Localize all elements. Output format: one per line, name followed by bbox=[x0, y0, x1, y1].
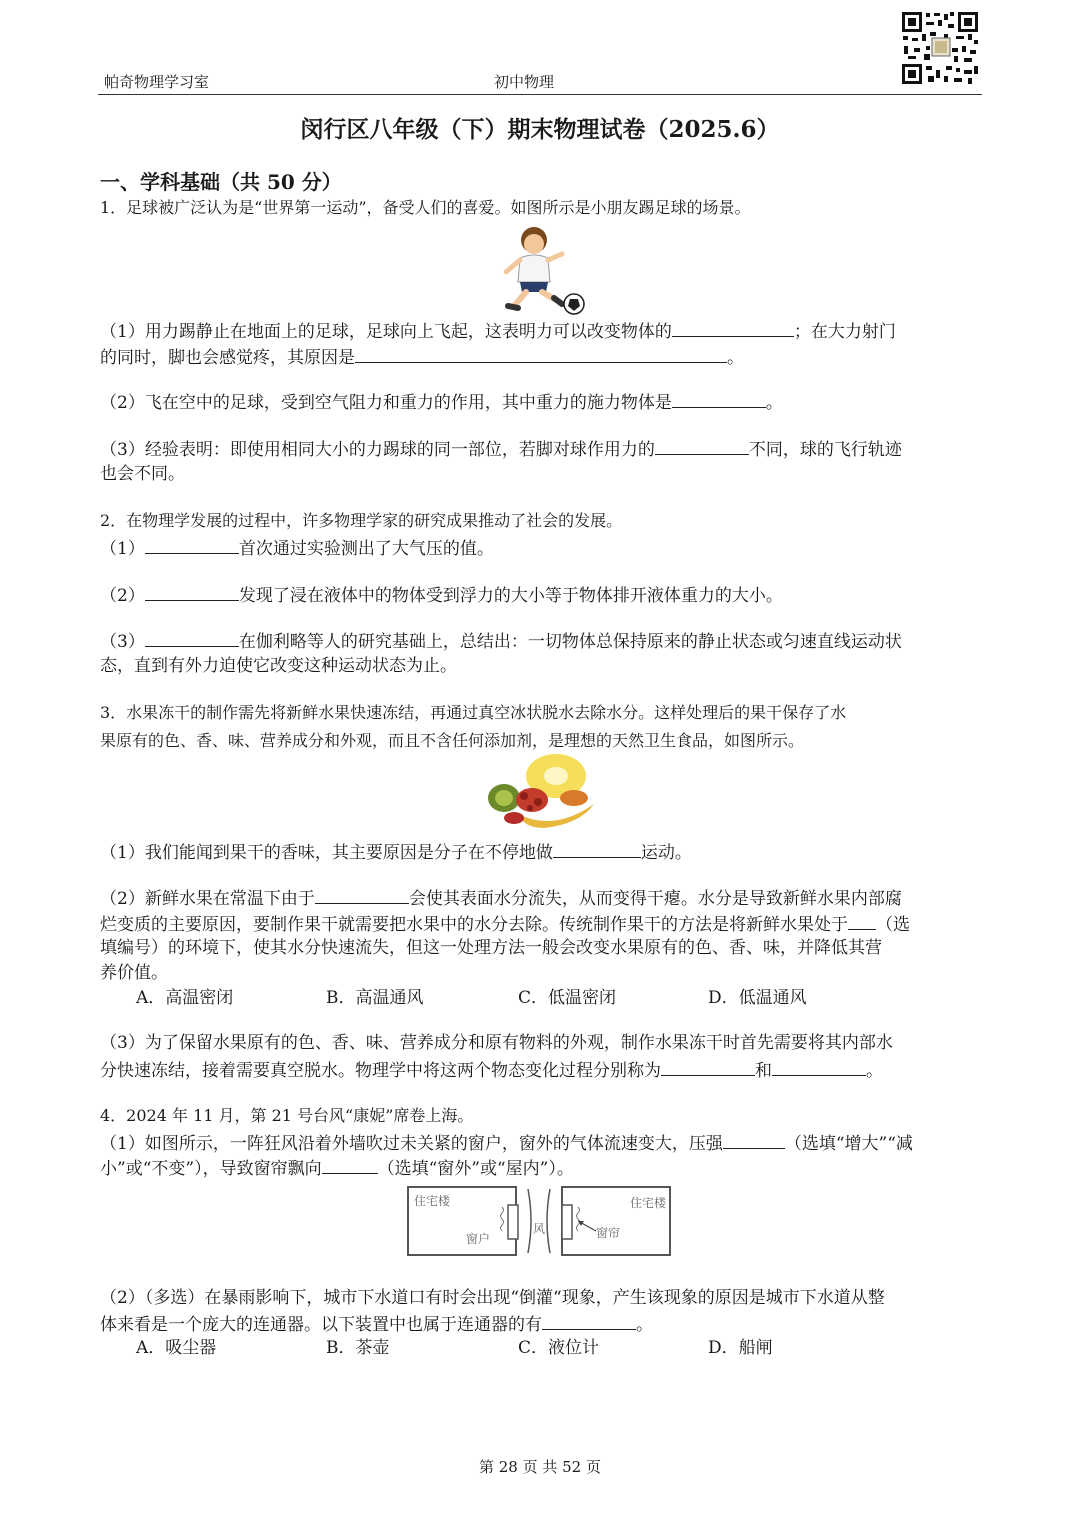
q3-part2-line1 bbox=[100, 885, 982, 911]
header-subject: 初中物理 bbox=[494, 73, 555, 91]
section-heading: 一、学科基础（共 50 分） bbox=[100, 170, 342, 194]
q1-p1-text-b: ；在大力射门 bbox=[793, 322, 896, 342]
q4-part2-line1: （2）（多选）在暴雨影响下，城市下水道口有时会出现“倒灌“现象，产生该现象的原因是城市下水道从整 bbox=[100, 1288, 885, 1308]
answer-blank[interactable] bbox=[672, 389, 766, 408]
answer-blank[interactable] bbox=[655, 436, 749, 455]
answer-blank[interactable] bbox=[145, 535, 239, 554]
q2-p2-text: 发现了浸在液体中的物体受到浮力的大小等于物体排开液体重力的大小。 bbox=[238, 586, 783, 606]
q1-part3-line1 bbox=[100, 436, 982, 462]
q3-p1-text-b: 运动。 bbox=[640, 843, 692, 863]
q3-option-b[interactable]: B．高温通风 bbox=[326, 988, 424, 1008]
q3-p2-text-d: （选 bbox=[876, 915, 910, 935]
q3-part3-line2 bbox=[100, 1057, 982, 1083]
window-wind-diagram bbox=[404, 1183, 676, 1259]
q3-p1-text: （1）我们能闻到果干的香味，其主要原因是分子在不停地做 bbox=[100, 843, 553, 863]
q3-option-c[interactable]: C．低温密闭 bbox=[518, 988, 617, 1008]
q3-stem-line1: 3．水果冻干的制作需先将新鲜水果快速冻结，再通过真空冰状脱水去除水分。这样处理后的果干保存了水 bbox=[100, 703, 847, 722]
diagram-label-curtain: 窗帘 bbox=[596, 1226, 621, 1240]
q1-stem: 1．足球被广泛认为是“世界第一运动”，备受人们的喜爱。如图所示是小朋友踢足球的场景。 bbox=[100, 198, 751, 217]
q2-part3-line1 bbox=[100, 628, 982, 654]
q3-p2-text-c: 烂变质的主要原因，要制作果干就需要把水果中的水分去除。传统制作果干的方法是将新鲜水果处于 bbox=[100, 915, 848, 935]
q2-p2-label: （2） bbox=[100, 586, 145, 606]
q2-part2 bbox=[100, 582, 982, 608]
answer-blank[interactable] bbox=[315, 885, 409, 904]
q3-option-d[interactable]: D．低温通风 bbox=[708, 988, 807, 1008]
q3-part2-line3: 填编号）的环境下，使其水分快速流失，但这一处理方法一般会改变水果原有的色、香、味，并降低其营 bbox=[100, 938, 882, 958]
q2-p1-text: 首次通过实验测出了大气压的值。 bbox=[238, 539, 494, 559]
q1-part2 bbox=[100, 389, 982, 415]
q1-p1-text-c: 的同时，脚也会感觉疼，其原因是 bbox=[100, 348, 355, 368]
q4-p1-text-b: （选填“增大”“减 bbox=[784, 1134, 913, 1154]
soccer-boy-image bbox=[490, 224, 590, 316]
q2-part1 bbox=[100, 535, 982, 561]
q2-part3-line2: 态，直到有外力迫使它改变这种运动状态为止。 bbox=[100, 656, 457, 676]
qr-code-icon[interactable] bbox=[900, 10, 980, 86]
answer-blank[interactable] bbox=[322, 1155, 378, 1174]
q1-part3-line2: 也会不同。 bbox=[100, 464, 185, 484]
q2-p3-label: （3） bbox=[100, 632, 145, 652]
answer-blank[interactable] bbox=[355, 344, 727, 363]
q3-p3-end: 。 bbox=[866, 1061, 883, 1081]
q3-p2-text-b: 会使其表面水分流失，从而变得干瘪。水分是导致新鲜水果内部腐 bbox=[408, 889, 902, 909]
answer-blank[interactable] bbox=[553, 839, 641, 858]
exam-title: 闵行区八年级（下）期末物理试卷（2025.6） bbox=[300, 116, 780, 143]
q3-part1 bbox=[100, 839, 982, 865]
q3-option-a[interactable]: A．高温密闭 bbox=[136, 988, 234, 1008]
q4-p1-text-c: 小”或“不变”），导致窗帘飘向 bbox=[100, 1159, 322, 1179]
q2-p1-label: （1） bbox=[100, 539, 145, 559]
answer-blank[interactable] bbox=[542, 1311, 636, 1330]
answer-blank[interactable] bbox=[661, 1057, 755, 1076]
q4-option-d[interactable]: D．船闸 bbox=[708, 1338, 773, 1358]
answer-blank[interactable] bbox=[672, 318, 794, 337]
q1-p1-text: （1）用力踢静止在地面上的足球，足球向上飞起，这表明力可以改变物体的 bbox=[100, 322, 672, 342]
q4-p1-text-d: （选填“窗外”或“屋内”）。 bbox=[377, 1159, 574, 1179]
q1-part1-line2 bbox=[100, 344, 982, 370]
q1-p2-text: （2）飞在空中的足球，受到空气阻力和重力的作用，其中重力的施力物体是 bbox=[100, 393, 672, 413]
q4-option-c[interactable]: C．液位计 bbox=[518, 1338, 600, 1358]
q1-p2-text-b: 。 bbox=[765, 393, 783, 413]
q2-stem: 2．在物理学发展的过程中，许多物理学家的研究成果推动了社会的发展。 bbox=[100, 511, 623, 530]
q4-option-a[interactable]: A．吸尘器 bbox=[136, 1338, 217, 1358]
q4-p2-text: 体来看是一个庞大的连通器。以下装置中也属于连通器的有 bbox=[100, 1315, 542, 1335]
q4-p1-text: （1）如图所示，一阵狂风沿着外墙吹过未关紧的窗户，窗外的气体流速变大，压强 bbox=[100, 1134, 723, 1154]
q1-p3-text-b: 不同，球的飞行轨迹 bbox=[748, 440, 902, 460]
q3-p3-text: 分快速冻结，接着需要真空脱水。物理学中将这两个物态变化过程分别称为 bbox=[100, 1061, 661, 1081]
q3-p2-text: （2）新鲜水果在常温下由于 bbox=[100, 889, 315, 909]
q3-part2-line4: 养价值。 bbox=[100, 963, 168, 983]
q4-part2-line2 bbox=[100, 1311, 982, 1337]
q3-p3-and: 和 bbox=[755, 1061, 772, 1081]
diagram-label-wind: 风 bbox=[533, 1222, 546, 1236]
header-divider bbox=[98, 94, 982, 95]
q1-p3-text: （3）经验表明：即使用相同大小的力踢球的同一部位，若脚对球作用力的 bbox=[100, 440, 655, 460]
q1-part1-line1 bbox=[100, 318, 982, 344]
q4-p2-end: 。 bbox=[636, 1315, 653, 1335]
q3-part2-line2 bbox=[100, 911, 982, 937]
header-brand: 帕奇物理学习室 bbox=[104, 73, 210, 91]
q2-p3-text: 在伽利略等人的研究基础上，总结出：一切物体总保持原来的静止状态或匀速直线运动状 bbox=[238, 632, 902, 652]
answer-blank[interactable] bbox=[723, 1130, 785, 1149]
answer-blank[interactable] bbox=[848, 911, 876, 930]
q4-option-b[interactable]: B．茶壶 bbox=[326, 1338, 390, 1358]
answer-blank[interactable] bbox=[145, 582, 239, 601]
q4-part1-line2 bbox=[100, 1155, 982, 1181]
q3-stem-line2: 果原有的色、香、味、营养成分和外观，而且不含任何添加剂，是理想的天然卫生食品，如图所示。 bbox=[100, 731, 805, 750]
diagram-label-left-building: 住宅楼 bbox=[414, 1194, 451, 1208]
diagram-label-right-building: 住宅楼 bbox=[630, 1196, 667, 1210]
page-number: 第 28 页 共 52 页 bbox=[478, 1458, 601, 1476]
diagram-label-window: 窗户 bbox=[466, 1232, 491, 1246]
q3-part3-line1: （3）为了保留水果原有的色、香、味、营养成分和原有物料的外观，制作水果冻干时首先需要将其内部水 bbox=[100, 1033, 893, 1053]
answer-blank[interactable] bbox=[772, 1057, 866, 1076]
q4-part1-line1 bbox=[100, 1130, 982, 1156]
dried-fruit-image bbox=[484, 752, 600, 834]
q4-stem: 4．2024 年 11 月，第 21 号台风“康妮”席卷上海。 bbox=[100, 1106, 474, 1125]
answer-blank[interactable] bbox=[145, 628, 239, 647]
q1-p1-text-d: 。 bbox=[727, 348, 744, 368]
